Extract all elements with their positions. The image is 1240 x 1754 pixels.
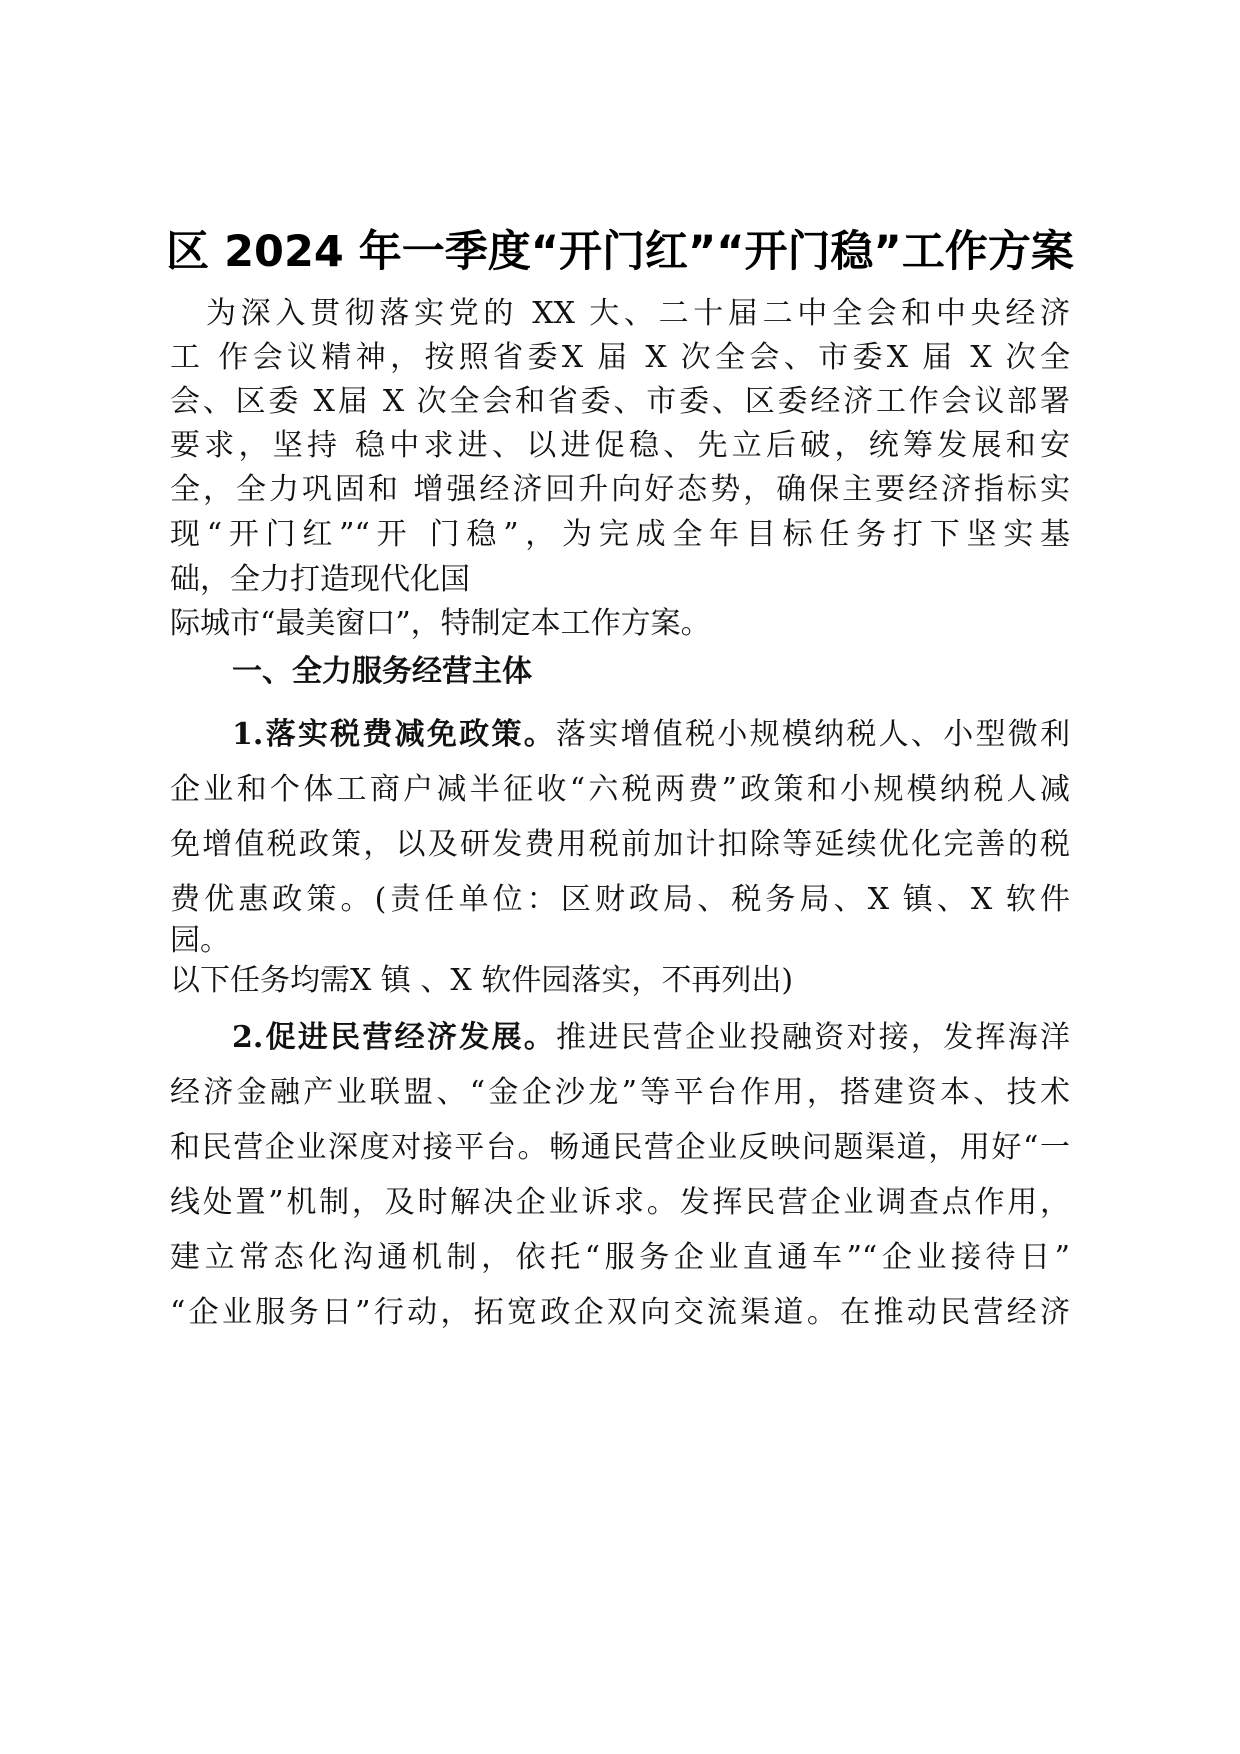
item2-first-line-text: 推进民营企业投融资对接，发挥海洋: [556, 1020, 1071, 1055]
item2-lead: 2.促进民营经济发展。: [232, 1020, 556, 1055]
intro-line-7: 础，全力打造现代化国: [170, 562, 470, 597]
item2-first-line: [232, 1018, 1070, 1058]
item1-line-3: 免增值税政策，以及研发费用税前加计扣除等延续优化完善的税: [170, 827, 1070, 862]
item2-line-4: 线处置”机制，及时解决企业诉求。发挥民营企业调查点作用，: [170, 1185, 1070, 1220]
item2-line-5: 建立常态化沟通机制，依托“服务企业直通车”“企业接待日”: [170, 1240, 1070, 1275]
intro-line-6: 现“开门红”“开 门稳”，为完成全年目标任务打下坚实基: [170, 517, 1070, 552]
item1-first-line-text: 落实增值税小规模纳税人、小型微利: [556, 717, 1071, 752]
intro-line-1: 为深入贯彻落实党的 XX 大、二十届二中全会和中央经济: [206, 296, 1070, 331]
document-title: 区 2024 年一季度“开门红”“开门稳”工作方案: [166, 227, 1074, 277]
item1-first-line: [232, 715, 1070, 755]
intro-line-8: 际城市“最美窗口”，特制定本工作方案。: [170, 606, 711, 641]
item2-line-6: “企业服务日”行动，拓宽政企双向交流渠道。在推动民营经济: [170, 1295, 1070, 1330]
item1-line-4: 费优惠政策。(责任单位：区财政局、税务局、X 镇、X 软件: [170, 882, 1070, 917]
intro-line-2: 工 作会议精神，按照省委X 届 X 次全会、市委X 届 X 次全: [170, 340, 1070, 375]
item2-line-3: 和民营企业深度对接平台。畅通民营企业反映问题渠道，用好“一: [170, 1130, 1070, 1165]
section-heading-1: 一、全力服务经营主体: [232, 654, 532, 689]
item1-lead: 1.落实税费减免政策。: [232, 717, 556, 752]
intro-line-3: 会、区委 X届 X 次全会和省委、市委、区委经济工作会议部署: [170, 384, 1070, 419]
intro-line-4: 要求，坚持 稳中求进、以进促稳、先立后破，统筹发展和安: [170, 428, 1070, 463]
item1-line-2: 企业和个体工商户减半征收“六税两费”政策和小规模纳税人减: [170, 772, 1070, 807]
item1-line-6: 以下任务均需X 镇 、X 软件园落实，不再列出): [170, 963, 794, 998]
intro-line-5: 全，全力巩固和 增强经济回升向好态势，确保主要经济指标实: [170, 472, 1070, 507]
item1-line-5: 园。: [170, 923, 230, 958]
item2-line-2: 经济金融产业联盟、“金企沙龙”等平台作用，搭建资本、技术: [170, 1075, 1070, 1110]
